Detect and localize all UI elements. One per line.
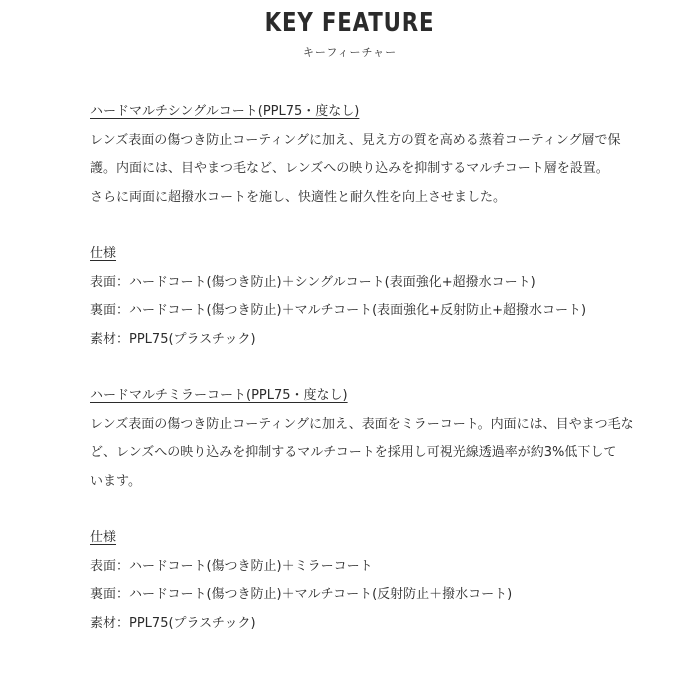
description-line: レンズ表面の傷つき防止コーティングに加え、見え方の質を高める蒸着コーティング層で保 [90,132,621,148]
description-line: ど、レンズへの映り込みを抑制するマルチコートを採用し可視光線透過率が約3%低下して [90,445,617,460]
spec-line: 表面：ハードコート(傷つき防止)＋ミラーコート [90,558,373,574]
feature-content [90,98,670,638]
page-header [0,8,700,60]
description-line: 護。内面には、目やまつ毛など、レンズへの映り込みを抑制するマルチコート層を設置。 [90,161,609,176]
spec-mirror-coat [90,524,670,638]
section-single-coat [90,98,670,212]
spec-single-coat [90,240,670,354]
description-line: さらに両面に超撥水コートを施し、快適性と耐久性を向上させました。 [90,189,507,205]
spec-line: 素材：PPL75(プラスチック) [90,615,256,631]
spacer [90,212,670,240]
spec-heading: 仕様 [90,530,117,545]
spec-line: 素材：PPL75(プラスチック) [90,331,256,347]
section-heading: ハードマルチミラーコート(PPL75・度なし) [90,388,348,403]
description-line: レンズ表面の傷つき防止コーティングに加え、表面をミラーコート。内面には、目やまつ毛な [90,416,634,432]
section-mirror-coat [90,382,670,496]
spec-line: 裏面：ハードコート(傷つき防止)＋マルチコート(表面強化+反射防止+超撥水コート) [90,303,587,318]
spec-line: 表面：ハードコート(傷つき防止)＋シングルコート(表面強化+超撥水コート) [90,274,536,290]
description-line: います。 [90,473,141,489]
spacer [90,496,670,524]
spec-line: 裏面：ハードコート(傷つき防止)＋マルチコート(反射防止＋撥水コート) [90,587,513,602]
spacer [90,354,670,382]
page-subtitle: キーフィーチャー [302,46,398,59]
page-title: KEY FEATURE [265,8,435,38]
section-heading: ハードマルチシングルコート(PPL75・度なし) [90,104,360,119]
spec-heading: 仕様 [90,246,117,261]
